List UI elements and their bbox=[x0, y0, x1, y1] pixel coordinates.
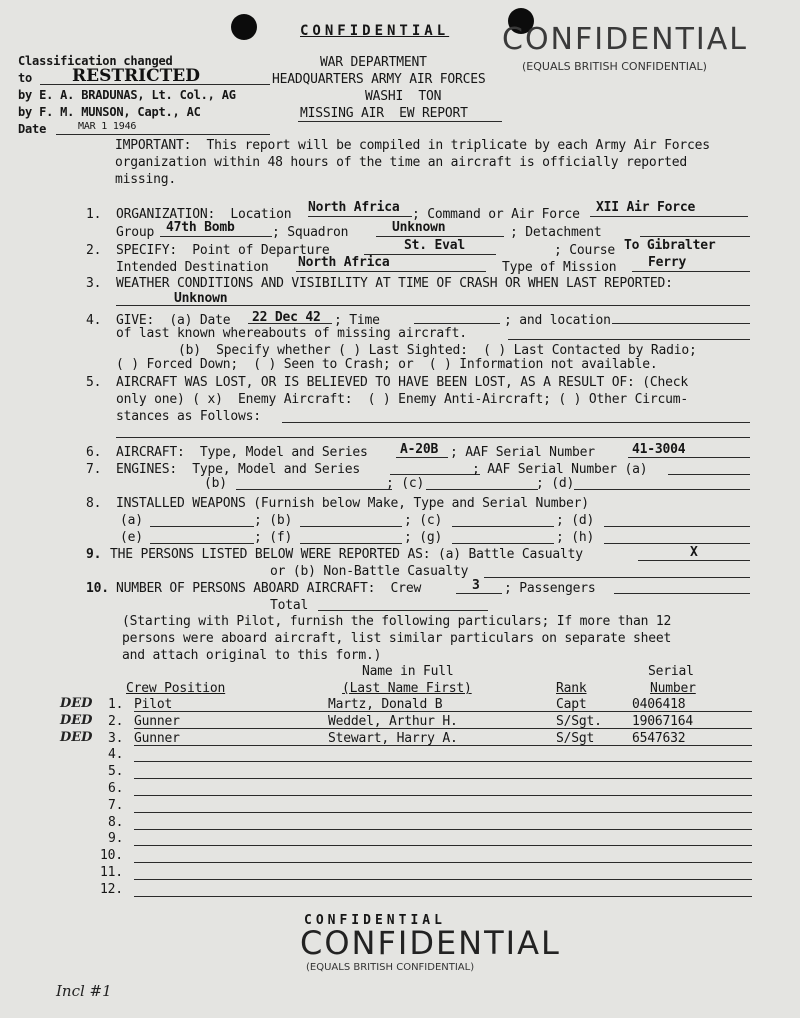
weapons-label: INSTALLED WEAPONS (Furnish below Make, Type and Serial Number) bbox=[116, 496, 589, 511]
crew-row-number: 5. bbox=[108, 764, 124, 779]
engine-d-line bbox=[574, 489, 750, 490]
mission-value: Ferry bbox=[648, 255, 687, 270]
crew-rank: S/Sgt bbox=[556, 731, 595, 746]
classification-to-label: to bbox=[18, 71, 33, 85]
destination-line bbox=[296, 271, 486, 272]
engine-c-line bbox=[426, 489, 538, 490]
weapon-h-label: ; (h) bbox=[556, 530, 595, 545]
crew-row-number: 6. bbox=[108, 781, 124, 796]
important-line-2: organization within 48 hours of the time an aircraft is officially reported bbox=[115, 155, 687, 170]
squadron-line bbox=[376, 236, 504, 237]
crew-rank: S/Sgt. bbox=[556, 714, 602, 729]
weapon-h-line bbox=[604, 543, 750, 544]
group-label: Group bbox=[116, 225, 155, 240]
lost-line-1: AIRCRAFT WAS LOST, OR IS BELIEVED TO HAVE BEEN LOST, AS A RESULT OF: (Check bbox=[116, 375, 688, 390]
crew-row-line bbox=[134, 778, 752, 779]
non-battle-line bbox=[484, 577, 750, 578]
crew-row-number: 10. bbox=[100, 848, 123, 863]
group-value: 47th Bomb bbox=[166, 220, 235, 235]
classification-changed: Classification changed bbox=[18, 54, 173, 68]
command-value: XII Air Force bbox=[596, 200, 696, 215]
crew-row-line bbox=[134, 896, 752, 897]
crew-row-line bbox=[134, 879, 752, 880]
classification-by-2: by F. M. MUNSON, Capt., AC bbox=[18, 105, 201, 119]
inclosure-note: Incl #1 bbox=[56, 982, 112, 1000]
aircraft-type-line bbox=[396, 457, 448, 458]
item-number-7: 7. bbox=[86, 462, 102, 477]
engine-b-line bbox=[236, 489, 392, 490]
crew-row-number: 3. bbox=[108, 731, 124, 746]
engine-c-label: ; (c) bbox=[386, 476, 425, 491]
crew-row-line bbox=[134, 829, 752, 830]
date-line bbox=[248, 323, 332, 324]
crew-name: Martz, Donald B bbox=[328, 697, 443, 712]
weapon-f-label: ; (f) bbox=[254, 530, 293, 545]
departure-value: St. Eval bbox=[404, 238, 466, 253]
passengers-label: ; Passengers bbox=[504, 581, 596, 596]
detachment-line bbox=[640, 236, 750, 237]
crew-status-mark: DED bbox=[60, 713, 93, 728]
crew-row-number: 2. bbox=[108, 714, 124, 729]
equals-british-stamp-top: (EQUALS BRITISH CONFIDENTIAL) bbox=[522, 60, 707, 73]
war-department: WAR DEPARTMENT bbox=[320, 55, 427, 70]
crew-row-number: 1. bbox=[108, 697, 124, 712]
instructions-line-2: persons were aboard aircraft, list similar particulars on separate sheet bbox=[122, 631, 672, 646]
lost-line-2: only one) ( x) Enemy Aircraft: ( ) Enemy Anti-Aircraft; ( ) Other Circum- bbox=[116, 392, 688, 407]
engine-d-label: ; (d) bbox=[536, 476, 575, 491]
crew-serial: 0406418 bbox=[632, 697, 686, 712]
crew-row-line bbox=[134, 728, 752, 729]
aaf-serial-line bbox=[628, 457, 750, 458]
weather-label: WEATHER CONDITIONS AND VISIBILITY AT TIME OF CRASH OR WHEN LAST REPORTED: bbox=[116, 276, 673, 291]
crew-rank: Capt bbox=[556, 697, 587, 712]
report-title: MISSING AIR EW REPORT bbox=[300, 106, 468, 121]
classification-date-label: Date bbox=[18, 122, 47, 136]
whereabouts-line bbox=[508, 339, 750, 340]
location-line bbox=[308, 216, 412, 217]
circumstances-line-1 bbox=[282, 422, 750, 423]
total-label: Total bbox=[270, 598, 309, 613]
classification-by-1: by E. A. BRADUNAS, Lt. Col., AG bbox=[18, 88, 236, 102]
crew-row-line bbox=[134, 862, 752, 863]
command-label: ; Command or Air Force bbox=[412, 207, 580, 222]
header-last-name-first: (Last Name First) bbox=[342, 681, 472, 696]
hq-army-air-forces: HEADQUARTERS ARMY AIR FORCES bbox=[272, 72, 486, 87]
crew-row-number: 9. bbox=[108, 831, 124, 846]
engines-label: ENGINES: Type, Model and Series bbox=[116, 462, 361, 477]
date-underline bbox=[56, 134, 270, 135]
crew-name: Stewart, Harry A. bbox=[328, 731, 458, 746]
weapon-e-label: (e) bbox=[120, 530, 143, 545]
washington: WASHI TON bbox=[365, 89, 442, 104]
restricted-value: RESTRICTED bbox=[72, 66, 200, 86]
specify-whether: (b) Specify whether ( ) Last Sighted: ( ) Last Contacted by Radio; bbox=[178, 343, 697, 358]
number-persons-label: NUMBER OF PERSONS ABOARD AIRCRAFT: Crew bbox=[116, 581, 422, 596]
punch-hole-left bbox=[231, 14, 257, 40]
header-name-in-full: Name in Full bbox=[362, 664, 454, 679]
important-line-3: missing. bbox=[115, 172, 177, 187]
crew-status-mark: DED bbox=[60, 730, 93, 745]
equals-british-stamp-bottom: (EQUALS BRITISH CONFIDENTIAL) bbox=[306, 962, 475, 973]
crew-name: Weddel, Arthur H. bbox=[328, 714, 458, 729]
header-crew-position: Crew Position bbox=[126, 681, 226, 696]
item-number-2: 2. bbox=[86, 243, 102, 258]
item-number-10: 10. bbox=[86, 581, 109, 596]
confidential-stamp-top: CONFIDENTIAL bbox=[502, 22, 749, 57]
destination-value: North Africa bbox=[298, 255, 390, 270]
crew-row-line bbox=[134, 812, 752, 813]
crew-status-mark: DED bbox=[60, 696, 93, 711]
item-number-3: 3. bbox=[86, 276, 102, 291]
course-value: To Gibralter bbox=[624, 238, 716, 253]
squadron-label: ; Squadron bbox=[272, 225, 349, 240]
crew-position: Gunner bbox=[134, 714, 180, 729]
engines-a-line bbox=[668, 474, 750, 475]
lost-line-3: stances as Follows: bbox=[116, 409, 261, 424]
squadron-value: Unknown bbox=[392, 220, 446, 235]
item-number-4: 4. bbox=[86, 313, 102, 328]
title-underline bbox=[298, 121, 502, 122]
course-label: ; Course bbox=[554, 243, 616, 258]
weapon-c-line bbox=[452, 526, 554, 527]
location-value: North Africa bbox=[308, 200, 400, 215]
instructions-line-1: (Starting with Pilot, furnish the following particulars; If more than 12 bbox=[122, 614, 672, 629]
crew-value: 3 bbox=[472, 578, 480, 593]
mission-line bbox=[632, 271, 750, 272]
weather-value: Unknown bbox=[174, 291, 228, 306]
crew-row-line bbox=[134, 761, 752, 762]
time-label: ; Time bbox=[334, 313, 380, 328]
battle-casualty-mark: X bbox=[690, 545, 698, 560]
engines-type-line bbox=[390, 474, 480, 475]
weapon-b-line bbox=[300, 526, 402, 527]
weapon-c-label: ; (c) bbox=[404, 513, 443, 528]
aircraft-type-value: A-20B bbox=[400, 442, 439, 457]
location-label: ; and location bbox=[504, 313, 611, 328]
instructions-line-3: and attach original to this form.) bbox=[122, 648, 382, 663]
item-number-9: 9. bbox=[86, 547, 102, 562]
specify-label: SPECIFY: Point of Departure bbox=[116, 243, 330, 258]
organization-label: ORGANIZATION: Location bbox=[116, 207, 292, 222]
weapon-d-label: ; (d) bbox=[556, 513, 595, 528]
detachment-label: ; Detachment bbox=[510, 225, 602, 240]
total-line bbox=[318, 610, 488, 611]
passengers-line bbox=[614, 593, 750, 594]
whereabouts-label: of last known whereabouts of missing aircraft. bbox=[116, 326, 467, 341]
crew-position: Pilot bbox=[134, 697, 173, 712]
non-battle-label: or (b) Non-Battle Casualty bbox=[270, 564, 469, 579]
engines-serial-label: ; AAF Serial Number (a) bbox=[472, 462, 648, 477]
mission-label: Type of Mission bbox=[502, 260, 617, 275]
persons-reported-label: THE PERSONS LISTED BELOW WERE REPORTED AS: (a) Battle Casualty bbox=[110, 547, 583, 562]
crew-line bbox=[456, 593, 502, 594]
time-line bbox=[414, 323, 500, 324]
item-number-6: 6. bbox=[86, 445, 102, 460]
location-4-line bbox=[612, 323, 750, 324]
restricted-underline bbox=[40, 84, 270, 85]
important-line-1: IMPORTANT: This report will be compiled in triplicate by each Army Air Forces bbox=[115, 138, 710, 153]
confidential-top: CONFIDENTIAL bbox=[300, 23, 450, 39]
aaf-serial-label: ; AAF Serial Number bbox=[450, 445, 595, 460]
forced-down-options: ( ) Forced Down; ( ) Seen to Crash; or ( ) Information not available. bbox=[116, 357, 658, 372]
item-number-1: 1. bbox=[86, 207, 102, 222]
weather-line bbox=[116, 305, 750, 306]
crew-serial: 19067164 bbox=[632, 714, 694, 729]
item-number-8: 8. bbox=[86, 496, 102, 511]
aircraft-label: AIRCRAFT: Type, Model and Series bbox=[116, 445, 368, 460]
battle-casualty-line bbox=[638, 560, 750, 561]
crew-row-line bbox=[134, 795, 752, 796]
circumstances-line-2 bbox=[116, 437, 750, 438]
crew-row-number: 12. bbox=[100, 882, 123, 897]
crew-position: Gunner bbox=[134, 731, 180, 746]
item-number-5: 5. bbox=[86, 375, 102, 390]
weapon-g-line bbox=[452, 543, 554, 544]
command-line bbox=[590, 216, 748, 217]
weapon-e-line bbox=[150, 543, 254, 544]
crew-row-line bbox=[134, 711, 752, 712]
destination-label: Intended Destination bbox=[116, 260, 269, 275]
weapon-b-label: ; (b) bbox=[254, 513, 293, 528]
classification-date-value: MAR 1 1946 bbox=[78, 121, 137, 132]
weapon-a-label: (a) bbox=[120, 513, 143, 528]
group-line bbox=[160, 236, 272, 237]
crew-row-line bbox=[134, 845, 752, 846]
weapon-a-line bbox=[150, 526, 254, 527]
date-value: 22 Dec 42 bbox=[252, 310, 321, 325]
header-serial: Serial bbox=[648, 664, 694, 679]
crew-row-number: 7. bbox=[108, 798, 124, 813]
aaf-serial-value: 41-3004 bbox=[632, 442, 686, 457]
header-serial-number: Number bbox=[650, 681, 696, 696]
crew-row-line bbox=[134, 745, 752, 746]
header-rank: Rank bbox=[556, 681, 587, 696]
weapon-f-line bbox=[300, 543, 402, 544]
crew-row-number: 8. bbox=[108, 815, 124, 830]
give-label: GIVE: (a) Date bbox=[116, 313, 231, 328]
weapon-g-label: ; (g) bbox=[404, 530, 443, 545]
crew-serial: 6547632 bbox=[632, 731, 686, 746]
confidential-bottom: CONFIDENTIAL bbox=[304, 913, 446, 928]
engine-b-label: (b) bbox=[204, 476, 227, 491]
weapon-d-line bbox=[604, 526, 750, 527]
confidential-stamp-bottom: CONFIDENTIAL bbox=[300, 924, 561, 962]
crew-row-number: 11. bbox=[100, 865, 123, 880]
crew-row-number: 4. bbox=[108, 747, 124, 762]
